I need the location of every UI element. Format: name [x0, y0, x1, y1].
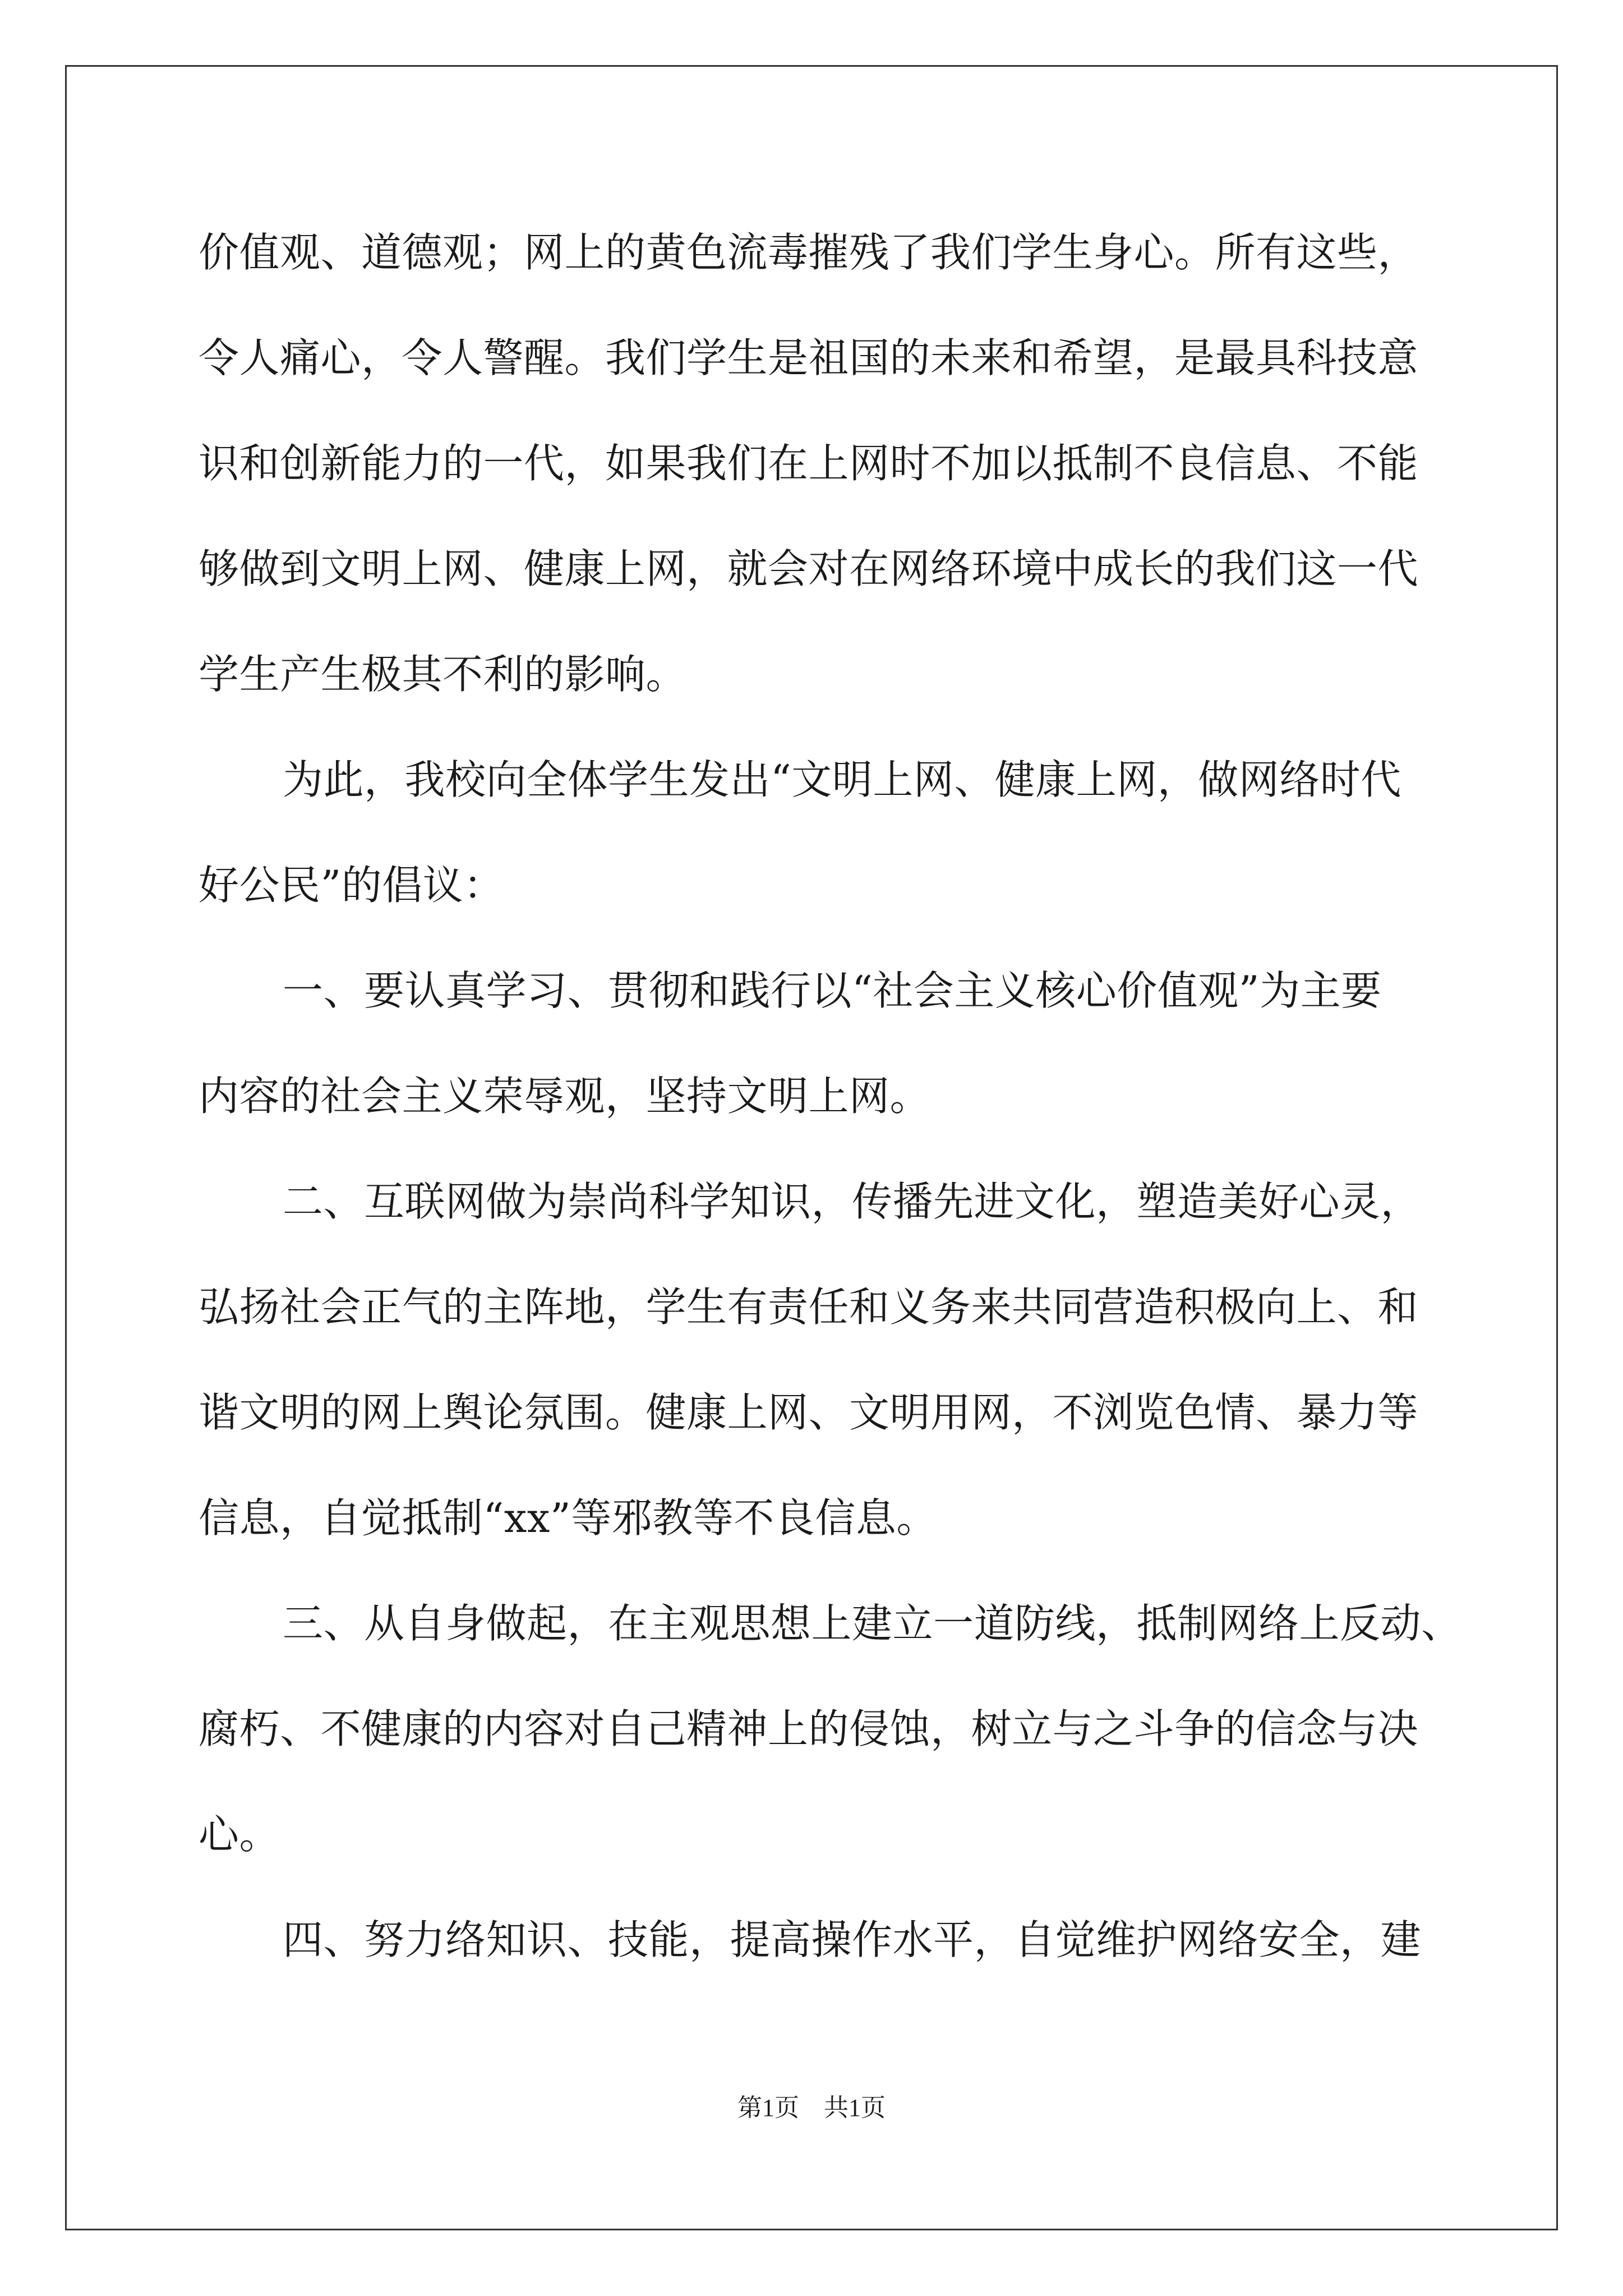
- text-line: 弘扬社会正气的主阵地，学生有责任和义务来共同营造积极向上、和: [199, 1283, 1419, 1331]
- paragraph-first-line: 三、从自身做起，在主观思想上建立一道防线，抵制网络上反动、: [283, 1600, 1462, 1647]
- paragraph-first-line: 一、要认真学习、贯彻和践行以“社会主义核心价值观”为主要: [283, 967, 1382, 1014]
- text-line: 价值观、道德观；网上的黄色流毒摧残了我们学生身心。所有这些，: [199, 229, 1419, 276]
- text-line: 够做到文明上网、健康上网，就会对在网络环境中成长的我们这一代: [199, 545, 1419, 592]
- page-footer: 第1页 共1页: [737, 2094, 886, 2122]
- text-line: 谐文明的网上舆论氛围。健康上网、文明用网，不浏览色情、暴力等: [199, 1389, 1419, 1436]
- paragraph-first-line: 为此，我校向全体学生发出“文明上网、健康上网，做网络时代: [283, 756, 1401, 803]
- text-line: 心。: [199, 1811, 280, 1858]
- text-line: 学生产生极其不利的影响。: [199, 651, 687, 698]
- text-line: 内容的社会主义荣辱观，坚持文明上网。: [199, 1073, 931, 1120]
- text-line: 识和创新能力的一代，如果我们在上网时不加以抵制不良信息、不能: [199, 440, 1419, 487]
- document-body: [199, 200, 1462, 1993]
- text-line: 腐朽、不健康的内容对自己精神上的侵蚀，树立与之斗争的信念与决: [199, 1705, 1419, 1752]
- text-line: 信息，自觉抵制“xx”等邪教等不良信息。: [199, 1494, 937, 1542]
- text-line: 令人痛心，令人警醒。我们学生是祖国的未来和希望，是最具科技意: [199, 334, 1419, 381]
- paragraph-first-line: 二、互联网做为崇尚科学知识，传播先进文化，塑造美好心灵，: [283, 1178, 1422, 1225]
- text-line: 好公民”的倡议：: [199, 862, 504, 909]
- paragraph-first-line: 四、努力络知识、技能，提高操作水平，自觉维护网络安全，建: [283, 1916, 1422, 1963]
